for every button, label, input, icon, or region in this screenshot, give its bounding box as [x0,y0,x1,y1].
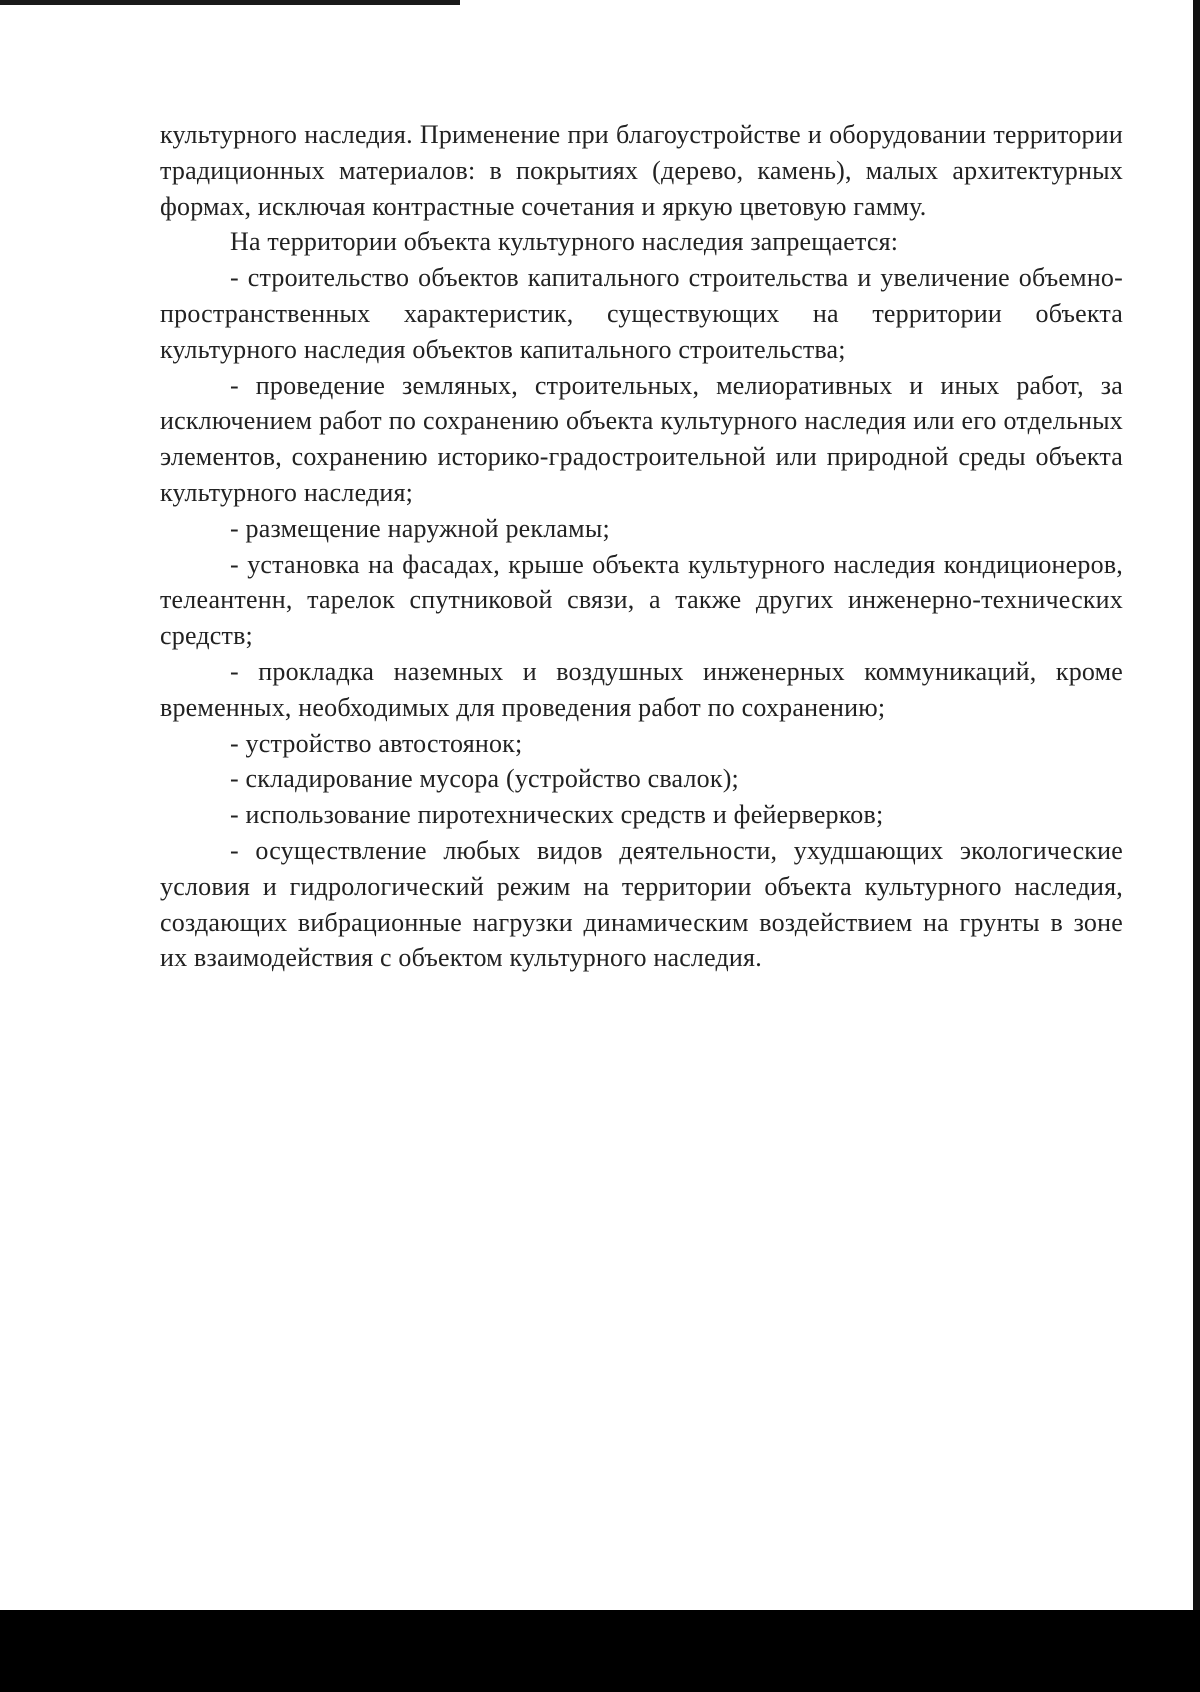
scan-bottom-edge [0,1610,1200,1692]
list-item-earthworks: - проведение земляных, строительных, мелиоративных и иных работ, за исключением работ по сохранению объекта культурного наследия или его отдельных элементов, сохранению историко-градостроительной или природной среды объекта культурного наследия; [160,370,1123,507]
paragraph-continuation: культурного наследия. Применение при благоустройстве и оборудовании территории традиционных материалов: в покрытиях (дерево, камень), малых архитектурных формах, исключая контрастные сочетания и яркую цветовую гамму. [160,120,1123,221]
list-item-utilities: - прокладка наземных и воздушных инженерных коммуникаций, кроме временных, необходимых для проведения работ по сохранению; [160,656,1123,722]
list-item-activities: - осуществление любых видов деятельности, ухудшающих экологические условия и гидрологический режим на территории объекта культурного наследия, создающих вибрационные нагрузки динамическим воздействием на грунты в зоне их взаимодействия с объектом культурного наследия. [160,835,1123,973]
list-item-parking: - устройство автостоянок; [230,728,523,758]
list-item-pyrotechnics: - использование пиротехнических средств и фейерверков; [230,800,884,830]
list-item-facade-equipment: - установка на фасадах, крыше объекта культурного наследия кондиционеров, телеантенн, тарелок спутниковой связи, а также других инженерно-технических средств; [160,549,1123,651]
list-item-construction: - строительство объектов капитального строительства и увеличение объемно-пространственных характеристик, существующих на территории объекта культурного наследия объектов капитального строительства; [160,263,1123,364]
scan-right-edge [1193,0,1200,1610]
paragraph-prohibitions-intro: На территории объекта культурного наследия запрещается: [230,227,899,257]
document-body [160,117,1123,976]
list-item-advertising: - размещение наружной рекламы; [230,513,610,543]
scan-top-edge [0,0,460,5]
list-item-waste: - складирование мусора (устройство свалок); [230,764,739,794]
